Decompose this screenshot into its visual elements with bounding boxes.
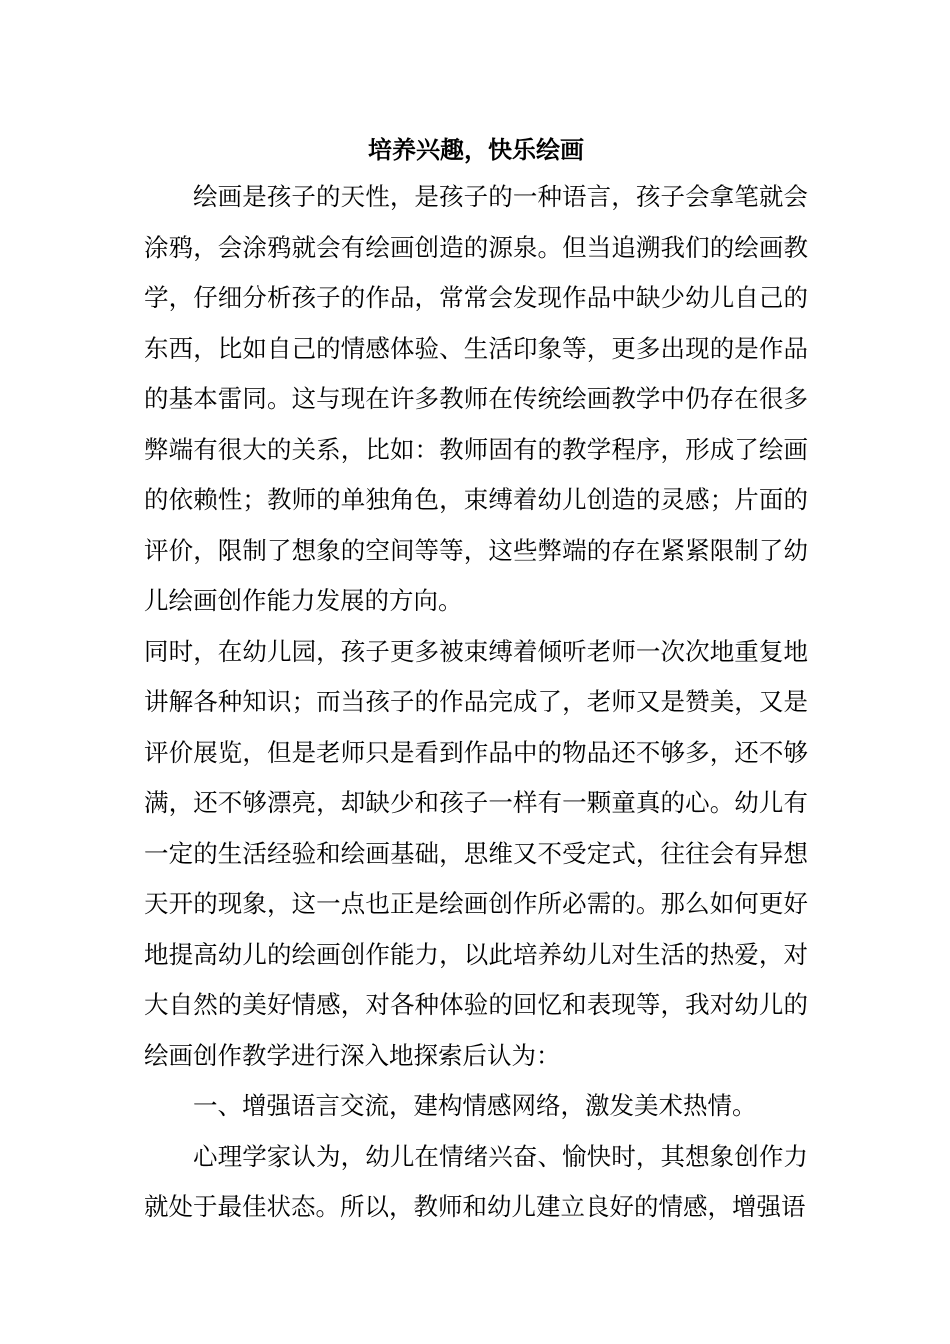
document-title: 培养兴趣，快乐绘画	[368, 135, 584, 164]
paragraph-2: 同时，在幼儿园，孩子更多被束缚着倾听老师一次次地重复地讲解各种知识；而当孩子的作品完成了，老师又是赞美，又是评价展览，但是老师只是看到作品中的物品还不够多，还不够满，还不够漂亮，却缺少和孩子一样有一颗童真的心。幼儿有一定的生活经验和绘画基础，思维又不受定式，往往会有异想天开的现象，这一点也正是绘画创作所必需的。那么如何更好地提高幼儿的绘画创作能力，以此培养幼儿对生活的热爱，对大自然的美好情感，对各种体验的回忆和表现等，我对幼儿的绘画创作教学进行深入地探索后认为：	[144, 636, 808, 1070]
section-heading-1: 一、增强语言交流，建构情感网络，激发美术热情。	[193, 1091, 757, 1120]
paragraph-1: 绘画是孩子的天性，是孩子的一种语言，孩子会拿笔就会涂鸦，会涂鸦就会有绘画创造的源泉。但当追溯我们的绘画教学，仔细分析孩子的作品，常常会发现作品中缺少幼儿自己的东西，比如自己的情感体验、生活印象等，更多出现的是作品的基本雷同。这与现在许多教师在传统绘画教学中仍存在很多弊端有很大的关系，比如：教师固有的教学程序，形成了绘画的依赖性；教师的单独角色，束缚着幼儿创造的灵感；片面的评价，限制了想象的空间等等，这些弊端的存在紧紧限制了幼儿绘画创作能力发展的方向。	[144, 182, 808, 615]
document-page	[144, 128, 808, 1233]
paragraph-3: 心理学家认为，幼儿在情绪兴奋、愉快时，其想象创作力就处于最佳状态。所以，教师和幼儿建立良好的情感，增强语	[144, 1141, 808, 1221]
